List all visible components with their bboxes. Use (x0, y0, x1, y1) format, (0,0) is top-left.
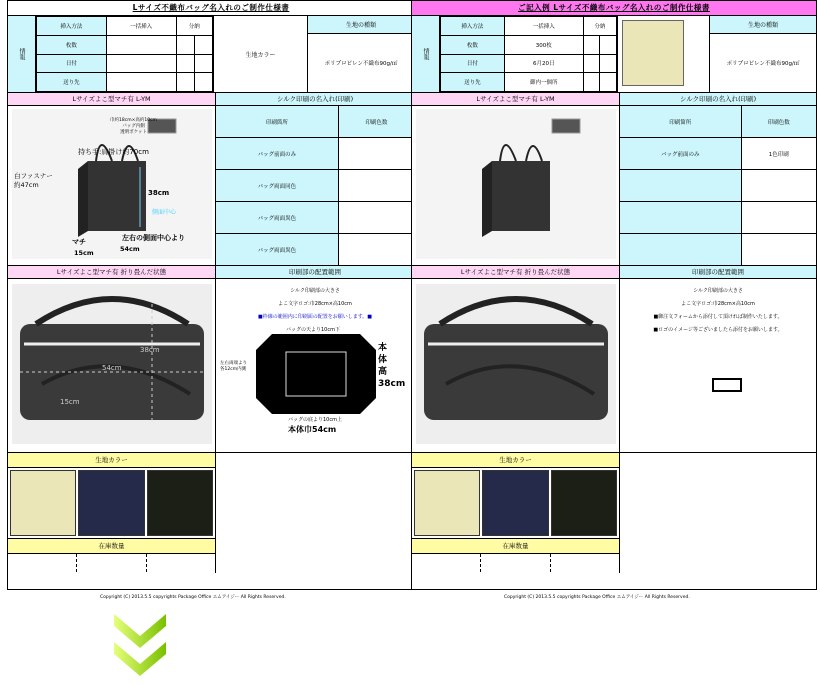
copyright-left: Copyright (C) 2013.5.5 copyrights Package Office エムアイジー All Rights Reserved. (100, 595, 286, 600)
fabric-color-label: 生地カラー (214, 16, 308, 92)
info-side-label: 情報 (8, 16, 36, 92)
folded-header: Lサイズよこ型マチ有 折り畳んだ状態 (8, 266, 215, 279)
fabric-swatch-cream[interactable] (414, 470, 480, 536)
right-spec-sheet: ご記入例 Lサイズ不織布バッグ名入れのご制作仕様書 情報 挿入方法 一括挿入 分納 枚数 300枚 日付 6月20日 送り先 御内一個所 生地の種類 ポリプロピレン不織布90g/㎡ Lサイズよこ型マチ有 L-YM シルク印刷の名入れ(印刷) 印刷箇所 印刷色数 バッグ前面のみ 1色印刷 Lサイズよこ型マチ有 折り畳んだ状態 印刷部の配置範囲 シルク印刷部の大きさ よこ文字ロゴ:巾28cm×高10cm ■御注文フォームから添付して頂ければ制作いたします。 ■ロゴのイメージ等ございましたら添付をお願いします。 生地カラー 在庫数量 (411, 0, 817, 590)
print-area-header: 印刷部の配置範囲 (216, 266, 414, 279)
info-table: 挿入方法 一括挿入 分納 枚数 日付 送り先 (36, 16, 213, 92)
left-title: Lサイズ不織布バッグ名入れのご制作仕様書 (8, 1, 414, 16)
fabric-swatches (8, 468, 215, 538)
bag-diagram: 巾約18cm×高約10cm バッグ内側 透明ポケット 持ち手:肩掛け約70cm 白ファスナー 約47cm 38cm 側面中心 左右の側面中心より マチ 15cm 54cm (12, 109, 212, 259)
fabric-type-value: ポリプロピレン不織布90g/㎡ (324, 60, 398, 67)
logo-placeholder-icon (712, 378, 742, 392)
fabric-swatch-navy[interactable] (482, 470, 548, 536)
stock-input[interactable] (8, 554, 77, 572)
fabric-swatch-cream[interactable] (10, 470, 76, 536)
fabric-swatch-navy[interactable] (78, 470, 144, 536)
stock-header: 在庫数量 (8, 538, 215, 554)
qty-input[interactable] (106, 35, 176, 54)
down-chevron-icon (110, 610, 170, 680)
print-area-octagon (256, 334, 376, 414)
bag-diagram-example (416, 109, 616, 259)
dest-input[interactable] (106, 73, 176, 92)
size-header: Lサイズよこ型マチ有 L-YM (8, 93, 215, 106)
fabric-sample-photo (622, 20, 684, 86)
date-input[interactable] (106, 54, 176, 73)
fabric-swatch-black[interactable] (551, 470, 617, 536)
right-title: ご記入例 Lサイズ不織布バッグ名入れのご制作仕様書 (412, 1, 816, 16)
fabric-header: 生地カラー (8, 453, 215, 468)
fabric-swatch-black[interactable] (147, 470, 213, 536)
left-spec-sheet: Lサイズ不織布バッグ名入れのご制作仕様書 情報 挿入方法 一括挿入 分納 枚数 日付 送り先 生地カラー 生地の種類 ポリプロピレン不織布90g/㎡ Lサイズよこ型マチ有 L-YM 巾約18cm×高約10cm バッグ内側 透明ポケット 持ち手:肩掛け約70cm 白ファスナー 約47cm 38cm 側面中心 左右の側面中心より マチ 15cm 54cm シルク印刷の名入れ(印刷) 印刷箇所 印刷色数 バッグ前面のみ バッグ両面同色 バッグ両面異色 バッグ両面異色 Lサイズよこ型マチ有 折り畳んだ状態 38cm 54cm 15cm 印刷部の配置範囲 シルク印刷部の大きさ よこ文字ロゴ:巾28cm×高10cm ■枠線の範囲内に印刷面の配置をお願いします。■ バッグの天より10cm下 左右両端より 各12cm内側 本 体 高 38cm バッグの底より10cm上 本体巾54cm 生地カラー 在庫数量 (7, 0, 415, 590)
print-colors-input[interactable] (339, 138, 414, 170)
copyright-right: Copyright (C) 2013.5.5 copyrights Package Office エムアイジー All Rights Reserved. (504, 595, 690, 600)
print-header: シルク印刷の名入れ(印刷) (216, 93, 414, 106)
folded-bag-photo-example (416, 284, 616, 444)
folded-bag-photo: 38cm 54cm 15cm (12, 284, 212, 444)
